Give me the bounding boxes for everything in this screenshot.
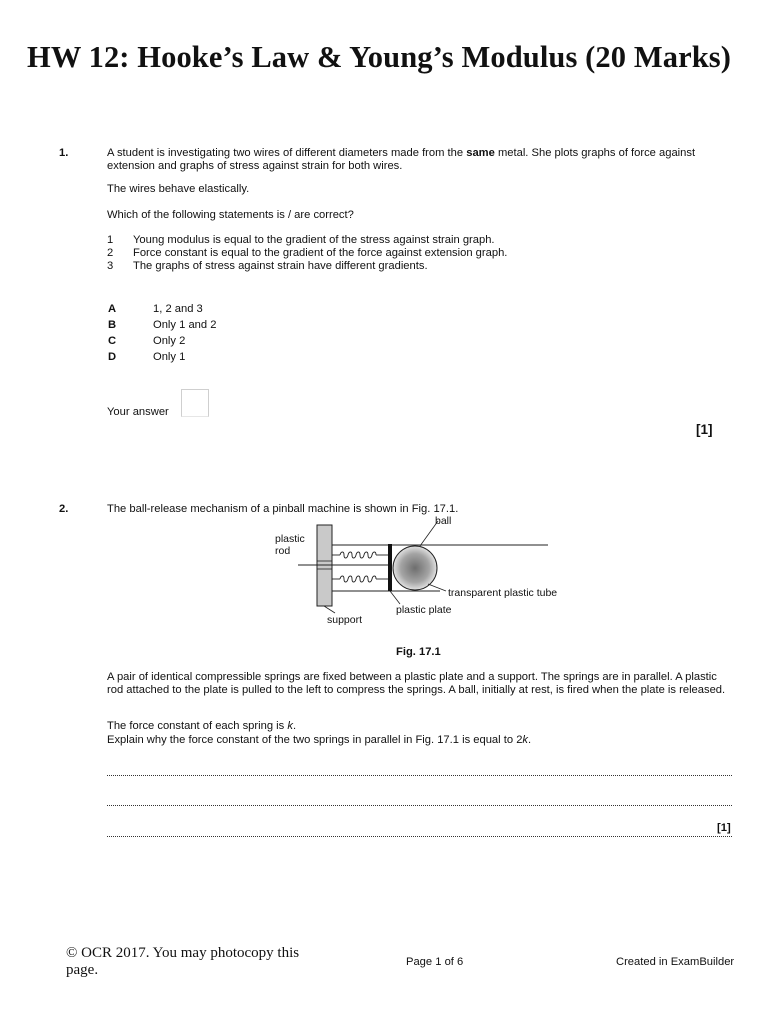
option-text: Only 1 [153,351,186,363]
question-1-intro-emphasis: same [466,147,495,159]
option-letter: A [108,303,117,315]
question-1-prompt: Which of the following statements is / are correct? [107,209,354,221]
question-2-paragraph: A pair of identical compressible springs are fixed between a plastic plate and a support. The springs are in parallel. A plastic rod attached to the plate is pulled to the left to compress the springs. A ball, initially at rest, is fired when the plate is released. [107,671,726,696]
ball-label: ball [435,515,452,527]
statement-number: 1 [107,234,114,246]
answer-box[interactable] [181,389,209,417]
support-label: support [327,614,363,626]
support-leader [324,606,335,613]
question-2-number: 2. [59,503,69,515]
explain-variable: k [522,734,529,746]
question-2-marks: [1] [717,822,731,834]
question-2-prompt [107,734,531,747]
statement-number: 3 [107,260,114,272]
force-constant-variable: k [287,720,293,732]
spring-lower [332,576,388,582]
option-text: Only 1 and 2 [153,319,217,331]
plate-leader [390,591,400,604]
explain-end: . [528,734,532,746]
question-2-force-constant [107,720,296,733]
page-title: HW 12: Hooke’s Law & Young’s Modulus (20 Marks) [27,40,731,74]
option-letter: D [108,351,117,363]
option-text: Only 2 [153,335,186,347]
figure-caption: Fig. 17.1 [396,646,441,658]
created-in-note: Created in ExamBuilder [616,956,735,968]
statement-number: 2 [107,247,114,259]
option-letter: B [108,319,117,331]
tube-label: transparent plastic tube [448,587,558,599]
statement-text: Young modulus is equal to the gradient of the stress against strain graph. [133,234,495,246]
question-1-intro-text-end: metal. She plots graphs of force against extension and graphs of stress against strain for both wires. [107,147,696,172]
answer-line[interactable] [107,836,732,837]
plastic-rod-label-line-1: plastic [275,533,305,545]
page-number: Page 1 of 6 [406,956,464,968]
ball [393,546,437,590]
question-1-number: 1. [59,147,69,159]
plate-label: plastic plate [396,604,452,616]
plastic-rod-label-line-2: rod [275,545,291,557]
question-2-intro: The ball-release mechanism of a pinball machine is shown in Fig. 17.1. [107,503,459,515]
answer-line[interactable] [107,805,732,806]
question-1-intro-text: A student is investigating two wires of different diameters made from the [107,147,467,159]
statement-text: The graphs of stress against strain have different gradients. [133,260,428,272]
pinball-mechanism-figure [260,512,570,630]
tube-leader [428,584,446,591]
answer-line[interactable] [107,775,732,776]
question-1-intro [107,147,732,173]
explain-text: Explain why the force constant of the two springs in parallel in Fig. 17.1 is equal to 2 [107,734,523,746]
option-text: 1, 2 and 3 [153,303,203,315]
force-constant-end: . [292,720,297,732]
question-1-elastic-note: The wires behave elastically. [107,183,250,195]
plastic-plate [388,544,392,591]
your-answer-label: Your answer [107,406,169,418]
copyright-notice: © OCR 2017. You may photocopy this page. [66,945,300,978]
spring-upper [332,552,388,558]
option-letter: C [108,335,117,347]
statement-text: Force constant is equal to the gradient of the force against extension graph. [133,247,508,259]
force-constant-text: The force constant of each spring is [107,720,288,732]
question-1-marks: [1] [696,422,713,437]
